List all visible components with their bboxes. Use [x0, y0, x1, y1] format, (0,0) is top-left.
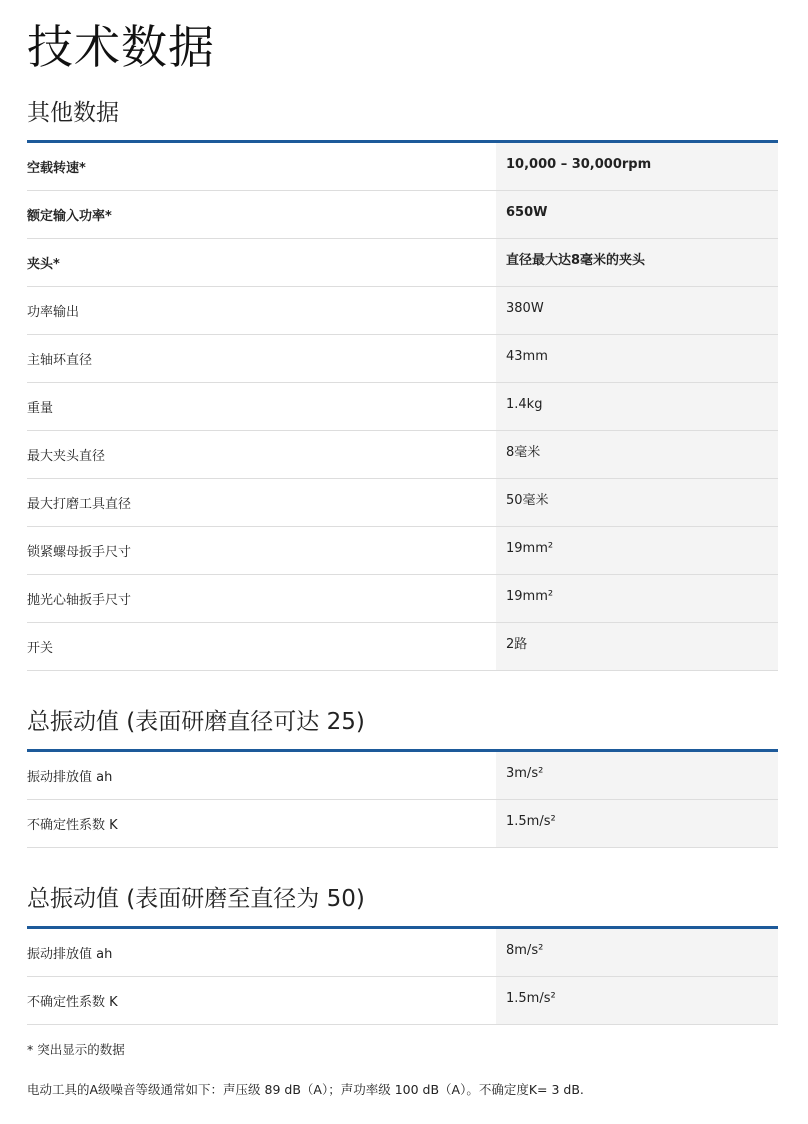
table-row: [27, 527, 778, 575]
spec-value: 380W: [496, 287, 778, 335]
spec-label: 额定输入功率*: [27, 191, 496, 239]
spec-label: 锁紧螺母扳手尺寸: [27, 527, 496, 575]
spec-value: 19mm²: [496, 527, 778, 575]
spec-label: 抛光心轴扳手尺寸: [27, 575, 496, 623]
tech-data-container: [27, 0, 778, 1025]
spec-label: 空载转速*: [27, 143, 496, 191]
spec-label: 不确定性系数 K: [27, 977, 496, 1025]
spec-label: 主轴环直径: [27, 335, 496, 383]
spec-value: 650W: [496, 191, 778, 239]
highlight-footnote: * 突出显示的数据: [27, 1042, 125, 1057]
table-row: [27, 431, 778, 479]
spec-value: 19mm²: [496, 575, 778, 623]
spec-value: 1.4kg: [496, 383, 778, 431]
spec-label: 不确定性系数 K: [27, 800, 496, 848]
spec-label: 振动排放值 ah: [27, 929, 496, 977]
table-row: [27, 623, 778, 671]
spec-table-vibration-50: [27, 929, 778, 1025]
table-row: [27, 335, 778, 383]
spec-value: 1.5m/s²: [496, 800, 778, 848]
spec-value: 3m/s²: [496, 752, 778, 800]
spec-label: 最大打磨工具直径: [27, 479, 496, 527]
spec-label: 功率输出: [27, 287, 496, 335]
spec-value: 1.5m/s²: [496, 977, 778, 1025]
spec-value: 8毫米: [496, 431, 778, 479]
spec-value: 50毫米: [496, 479, 778, 527]
spec-value: 43mm: [496, 335, 778, 383]
spec-label: 夹头*: [27, 239, 496, 287]
table-row: [27, 143, 778, 191]
spec-value: 10,000 – 30,000rpm: [496, 143, 778, 191]
page-title: 技术数据: [27, 20, 215, 74]
table-row: [27, 191, 778, 239]
spec-value: 8m/s²: [496, 929, 778, 977]
section-title-vibration-50: 总振动值 (表面研磨至直径为 50): [27, 886, 365, 912]
table-row: [27, 239, 778, 287]
spec-label: 振动排放值 ah: [27, 752, 496, 800]
spec-label: 最大夹头直径: [27, 431, 496, 479]
spec-table-other-data: [27, 143, 778, 671]
spec-value: 2路: [496, 623, 778, 671]
table-row: [27, 800, 778, 848]
spec-table-vibration-25: [27, 752, 778, 848]
table-row: [27, 479, 778, 527]
section-title-vibration-25: 总振动值 (表面研磨直径可达 25): [27, 709, 365, 735]
table-row: [27, 287, 778, 335]
table-row: [27, 977, 778, 1025]
table-row: [27, 929, 778, 977]
table-row: [27, 383, 778, 431]
spec-label: 重量: [27, 383, 496, 431]
spec-value: 直径最大达8毫米的夹头: [496, 239, 778, 287]
spec-label: 开关: [27, 623, 496, 671]
noise-footnote: 电动工具的A级噪音等级通常如下：声压级 89 dB（A）；声功率级 100 dB（A）。不确定度K= 3 dB.: [27, 1082, 584, 1097]
table-row: [27, 752, 778, 800]
section-title-other-data: 其他数据: [27, 100, 119, 126]
table-row: [27, 575, 778, 623]
